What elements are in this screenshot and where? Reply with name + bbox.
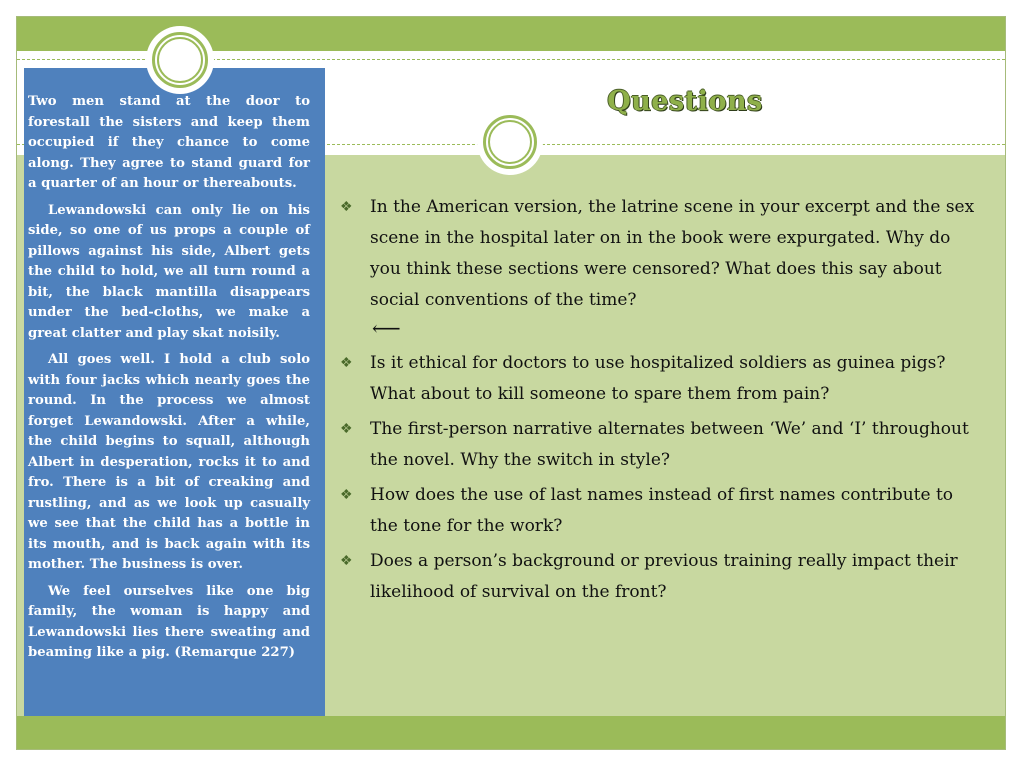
question-text: Does a person’s background or previous training really impact their likelihood of survival on the front?	[370, 551, 958, 602]
question-text: In the American version, the latrine scene in your excerpt and the sex scene in the hospital later on in the book were expurgated. Why do you think these sections were censored? What does this say about social conventions of the time?	[370, 197, 975, 310]
question-item	[340, 480, 980, 542]
diamond-bullet-icon: ❖	[340, 355, 353, 371]
excerpt-panel	[24, 68, 325, 716]
question-item	[340, 192, 980, 340]
circle-ornament-middle	[477, 109, 543, 175]
excerpt-paragraph: Two men stand at the door to forestall the sisters and keep them occupied if they chance to come along. They agree to stand guard for a quarter of an hour or thereabouts.	[28, 94, 310, 191]
question-item	[340, 348, 980, 410]
question-item	[340, 414, 980, 476]
diamond-bullet-icon: ❖	[340, 487, 353, 503]
diamond-bullet-icon: ❖	[340, 553, 353, 569]
excerpt-paragraph: We feel ourselves like one big family, the woman is happy and Lewandowski lies there sweating and beaming like a pig. (Remarque 227)	[28, 583, 310, 660]
circle-ornament-top	[146, 26, 214, 94]
slide-title: Questions	[607, 86, 763, 117]
question-text: The first-person narrative alternates between ‘We’ and ‘I’ throughout the novel. Why the switch in style?	[370, 419, 969, 470]
questions-list	[340, 192, 980, 612]
question-text: Is it ethical for doctors to use hospitalized soldiers as guinea pigs? What about to kill someone to spare them from pain?	[370, 353, 946, 404]
bottom-accent-band	[17, 716, 1005, 749]
excerpt-paragraph: All goes well. I hold a club solo with four jacks which nearly goes the round. In the process we almost forget Lewandowski. After a while, the child begins to squall, although Albert in desperation, rocks it to and fro. There is a bit of creaking and rustling, and as we look up casually we see that the child has a bottle in its mouth, and is back again with its mother. The business is over.	[28, 352, 310, 572]
question-text: How does the use of last names instead of first names contribute to the tone for the work?	[370, 485, 954, 536]
question-item	[340, 546, 980, 608]
excerpt-paragraph: Lewandowski can only lie on his side, so one of us props a couple of pillows against his side, Albert gets the child to hold, we all turn round a bit, the black mantilla disappears under the bed-cloths, we make a great clatter and play skat noisily.	[28, 202, 310, 341]
left-arrow-icon: ⟵	[372, 316, 401, 340]
diamond-bullet-icon: ❖	[340, 199, 353, 215]
diamond-bullet-icon: ❖	[340, 421, 353, 437]
